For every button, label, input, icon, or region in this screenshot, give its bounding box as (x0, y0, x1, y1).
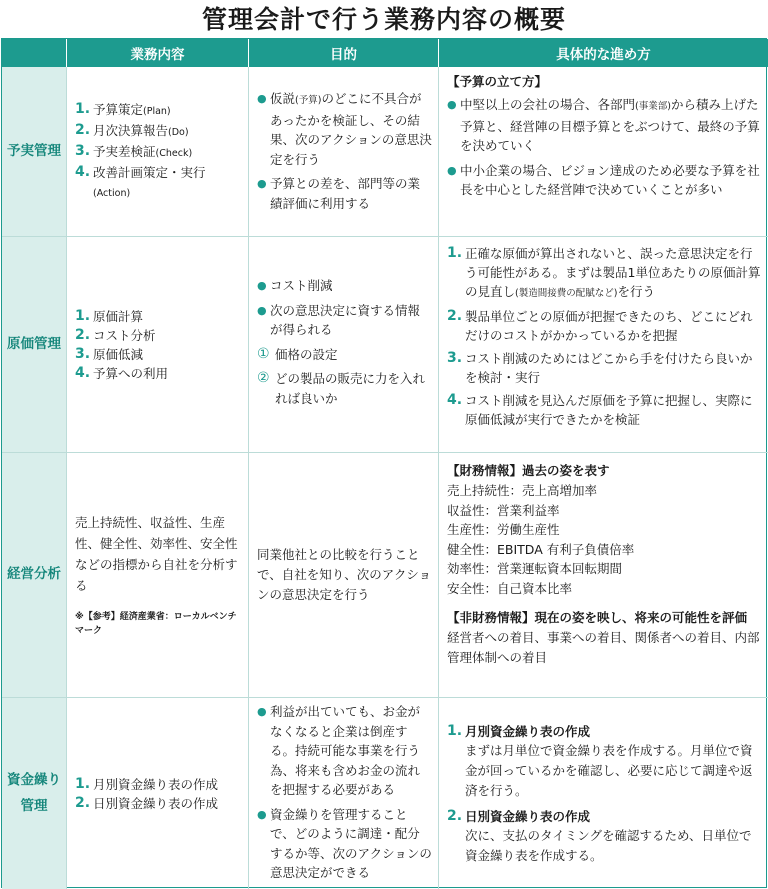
bullet-small: (予算) (295, 95, 322, 106)
item-text: 予実差検証 (93, 144, 156, 159)
row-label-line: 管理 (20, 797, 48, 814)
list-item (75, 163, 242, 203)
item-description: 次に、支払のタイミングを確認するため、日単位で資金繰り表を作成する。 (465, 827, 752, 863)
bullet-text-cont: から積み上げた予算と、経営陣の目標予算とをぶつけて、最終の予算を決めていく (460, 97, 760, 153)
financial-line: 収益性：営業利益率 (447, 502, 560, 518)
bullet-icon: ● (257, 705, 267, 718)
cost-content (67, 237, 249, 453)
cash-purpose (249, 698, 439, 889)
item-number: 1. (75, 307, 91, 324)
list-item (75, 121, 242, 142)
row-label-cash (2, 698, 67, 889)
item-number: 4. (447, 392, 463, 408)
budget-purpose (249, 67, 439, 237)
page-title: 管理会計で行う業務内容の概要 (201, 5, 566, 34)
header-content: 業務内容 (67, 39, 249, 67)
row-label-line: 資金繰り (7, 771, 61, 788)
item-number: 1. (75, 101, 91, 117)
item-number: 4. (75, 364, 91, 381)
item-number: 2. (75, 122, 91, 138)
row-label-budget (2, 67, 67, 237)
item-text: 原価低減 (93, 346, 144, 362)
bullet-text: 予算との差を、部門等の業績評価に利用する (270, 176, 421, 211)
budget-method (439, 67, 768, 237)
bullet-item (447, 95, 762, 156)
list-item (75, 142, 242, 163)
nonfinancial-text: 経営者への着目、事業への着目、関係者への着目、内部管理体制への着目 (447, 630, 760, 665)
item-number: 1. (447, 722, 463, 739)
bullet-icon: ● (257, 807, 267, 821)
item-text: 正確な原価が算出されないと、誤った意思決定を行う可能性がある。まずは製品1単位あたりの原価計算の見直し (465, 246, 761, 299)
reference-note: ※【参考】経済産業省：ローカルベンチマーク (75, 612, 237, 636)
item-sub: (Check) (155, 148, 193, 159)
item-description: まずは月単位で資金繰り表を作成する。月単位で資金が回っているかを確認し、必要に応じて調達や返済を行う。 (465, 742, 753, 798)
purpose-text: 同業他社との比較を行うことで、自社を知り、次のアクションの意思決定を行う (257, 547, 432, 602)
item-text: 月別資金繰り表の作成 (93, 776, 219, 792)
bullet-icon: ● (257, 303, 267, 317)
item-text: 日別資金繰り表の作成 (93, 795, 219, 811)
list-item (75, 794, 242, 813)
header-method: 具体的な進め方 (439, 39, 768, 67)
bullet-text-cont: のどこに不具合があったかを検証し、その結果、次のアクションの意思決定を行う (270, 91, 432, 167)
item-number: 3. (447, 350, 463, 366)
list-item (75, 364, 242, 383)
overview-table (1, 38, 767, 888)
analysis-content (67, 453, 249, 698)
bullet-item (257, 89, 432, 169)
header-purpose: 目的 (249, 39, 439, 67)
analysis-method (439, 453, 768, 698)
item-number: 3. (75, 143, 91, 159)
bullet-text: 中小企業の場合、ビジョン達成のため必要な予算を社長を中心とした経営陣で決めていくことが多い (460, 162, 760, 197)
cash-content (67, 698, 249, 889)
circled-item (257, 369, 432, 408)
financial-line: 効率性：営業運転資本回転期間 (447, 561, 623, 576)
row-label-line: 経営分析 (7, 566, 61, 583)
header-corner (2, 39, 67, 67)
cost-purpose (249, 237, 439, 453)
bullet-icon: ● (447, 98, 457, 111)
item-text: 改善計画策定・実行 (93, 165, 206, 180)
bullet-icon: ● (257, 177, 267, 190)
item-text: 月次決算報告 (93, 123, 169, 138)
item-text: コスト削減を見込んだ原価を予算に把握し、実際に原価低減が実行できたかを検証 (465, 393, 753, 427)
method-heading: 【予算の立て方】 (447, 74, 548, 89)
bullet-text: 仮説 (270, 91, 296, 106)
circled-number: ① (257, 345, 270, 362)
financial-line: 安全性：自己資本比率 (447, 580, 573, 596)
list-item (75, 775, 242, 794)
list-item (75, 307, 242, 326)
bullet-icon: ● (257, 92, 267, 105)
list-item (75, 100, 242, 121)
list-item (447, 244, 762, 303)
row-label-cost (2, 237, 67, 453)
item-number: 1. (447, 245, 463, 261)
bullet-text: 次の意思決定に資する情報が得られる (270, 302, 421, 337)
item-text-cont: を行う (617, 284, 655, 299)
item-text: 原価計算 (93, 308, 144, 324)
item-heading: 日別資金繰り表の作成 (465, 808, 591, 824)
bullet-icon: ● (257, 279, 267, 292)
list-item (447, 722, 762, 741)
budget-content (67, 67, 249, 237)
circled-number: ② (257, 370, 270, 386)
item-sub: (Do) (168, 127, 189, 138)
item-number: 3. (75, 345, 91, 362)
item-small: (製造間接費の配賦など) (515, 288, 618, 299)
item-text: 製品単位ごとの原価が把握できたのち、どこにどれだけのコストがかかっているかを把握 (465, 309, 753, 343)
item-text: コスト削減のためにはどこから手を付けたら良いかを検討・実行 (465, 351, 753, 385)
row-label-analysis (2, 453, 67, 698)
analysis-text: 売上持続性、収益性、生産性、健全性、効率性、安全性などの指標から自社を分析する (75, 515, 238, 593)
nonfinancial-heading: 【非財務情報】現在の姿を映し、将来の可能性を評価 (447, 610, 748, 625)
bullet-item (257, 702, 432, 800)
list-item (447, 391, 762, 429)
analysis-purpose (249, 453, 439, 698)
bullet-text: 中堅以上の会社の場合、各部門 (460, 97, 636, 112)
bullet-item (257, 805, 432, 883)
cost-method (439, 237, 768, 453)
bullet-item (447, 161, 762, 200)
item-sub: (Action) (93, 188, 131, 199)
financial-line: 売上持続性：売上高増加率 (447, 483, 598, 498)
bullet-text: 利益が出ていても、お金がなくなると企業は倒産する。持続可能な事業を行う為、将来も含めお金の流れを把握する必要がある (270, 704, 421, 797)
item-text: 予算への利用 (93, 365, 169, 381)
bullet-item (257, 174, 432, 213)
circled-item (257, 345, 432, 365)
list-item (75, 345, 242, 364)
item-number: 2. (75, 794, 91, 811)
item-number: 2. (447, 308, 463, 324)
list-item (75, 326, 242, 345)
bullet-item (257, 276, 432, 296)
item-sub: (Plan) (143, 106, 171, 117)
bullet-item (257, 301, 432, 340)
item-number: 2. (75, 326, 91, 343)
item-number: 1. (75, 775, 91, 792)
bullet-text: コスト削減 (270, 278, 333, 293)
row-label-line: 原価管理 (7, 335, 61, 352)
financial-line: 生産性：労働生産性 (447, 522, 560, 537)
list-item (447, 307, 762, 345)
bullet-text: 資金繰りを管理することで、どのように調達・配分するか等、次のアクションの意思決定ができる (270, 806, 432, 880)
item-number: 2. (447, 807, 463, 824)
item-number: 4. (75, 164, 91, 180)
item-text: コスト分析 (93, 327, 156, 343)
list-item (447, 807, 762, 826)
list-item (447, 349, 762, 387)
circled-text: 価格の設定 (275, 346, 338, 362)
bullet-icon: ● (447, 163, 457, 177)
cash-method (439, 698, 768, 889)
financial-heading: 【財務情報】過去の姿を表す (447, 463, 610, 478)
item-heading: 月別資金繰り表の作成 (465, 723, 591, 739)
item-text: 予算策定 (93, 102, 144, 117)
bullet-small: (事業部) (635, 101, 671, 112)
circled-text: どの製品の販売に力を入れれば良いか (275, 371, 426, 406)
financial-line: 健全性：EBITDA 有利子負債倍率 (447, 541, 635, 557)
row-label-line: 予実管理 (7, 142, 61, 159)
